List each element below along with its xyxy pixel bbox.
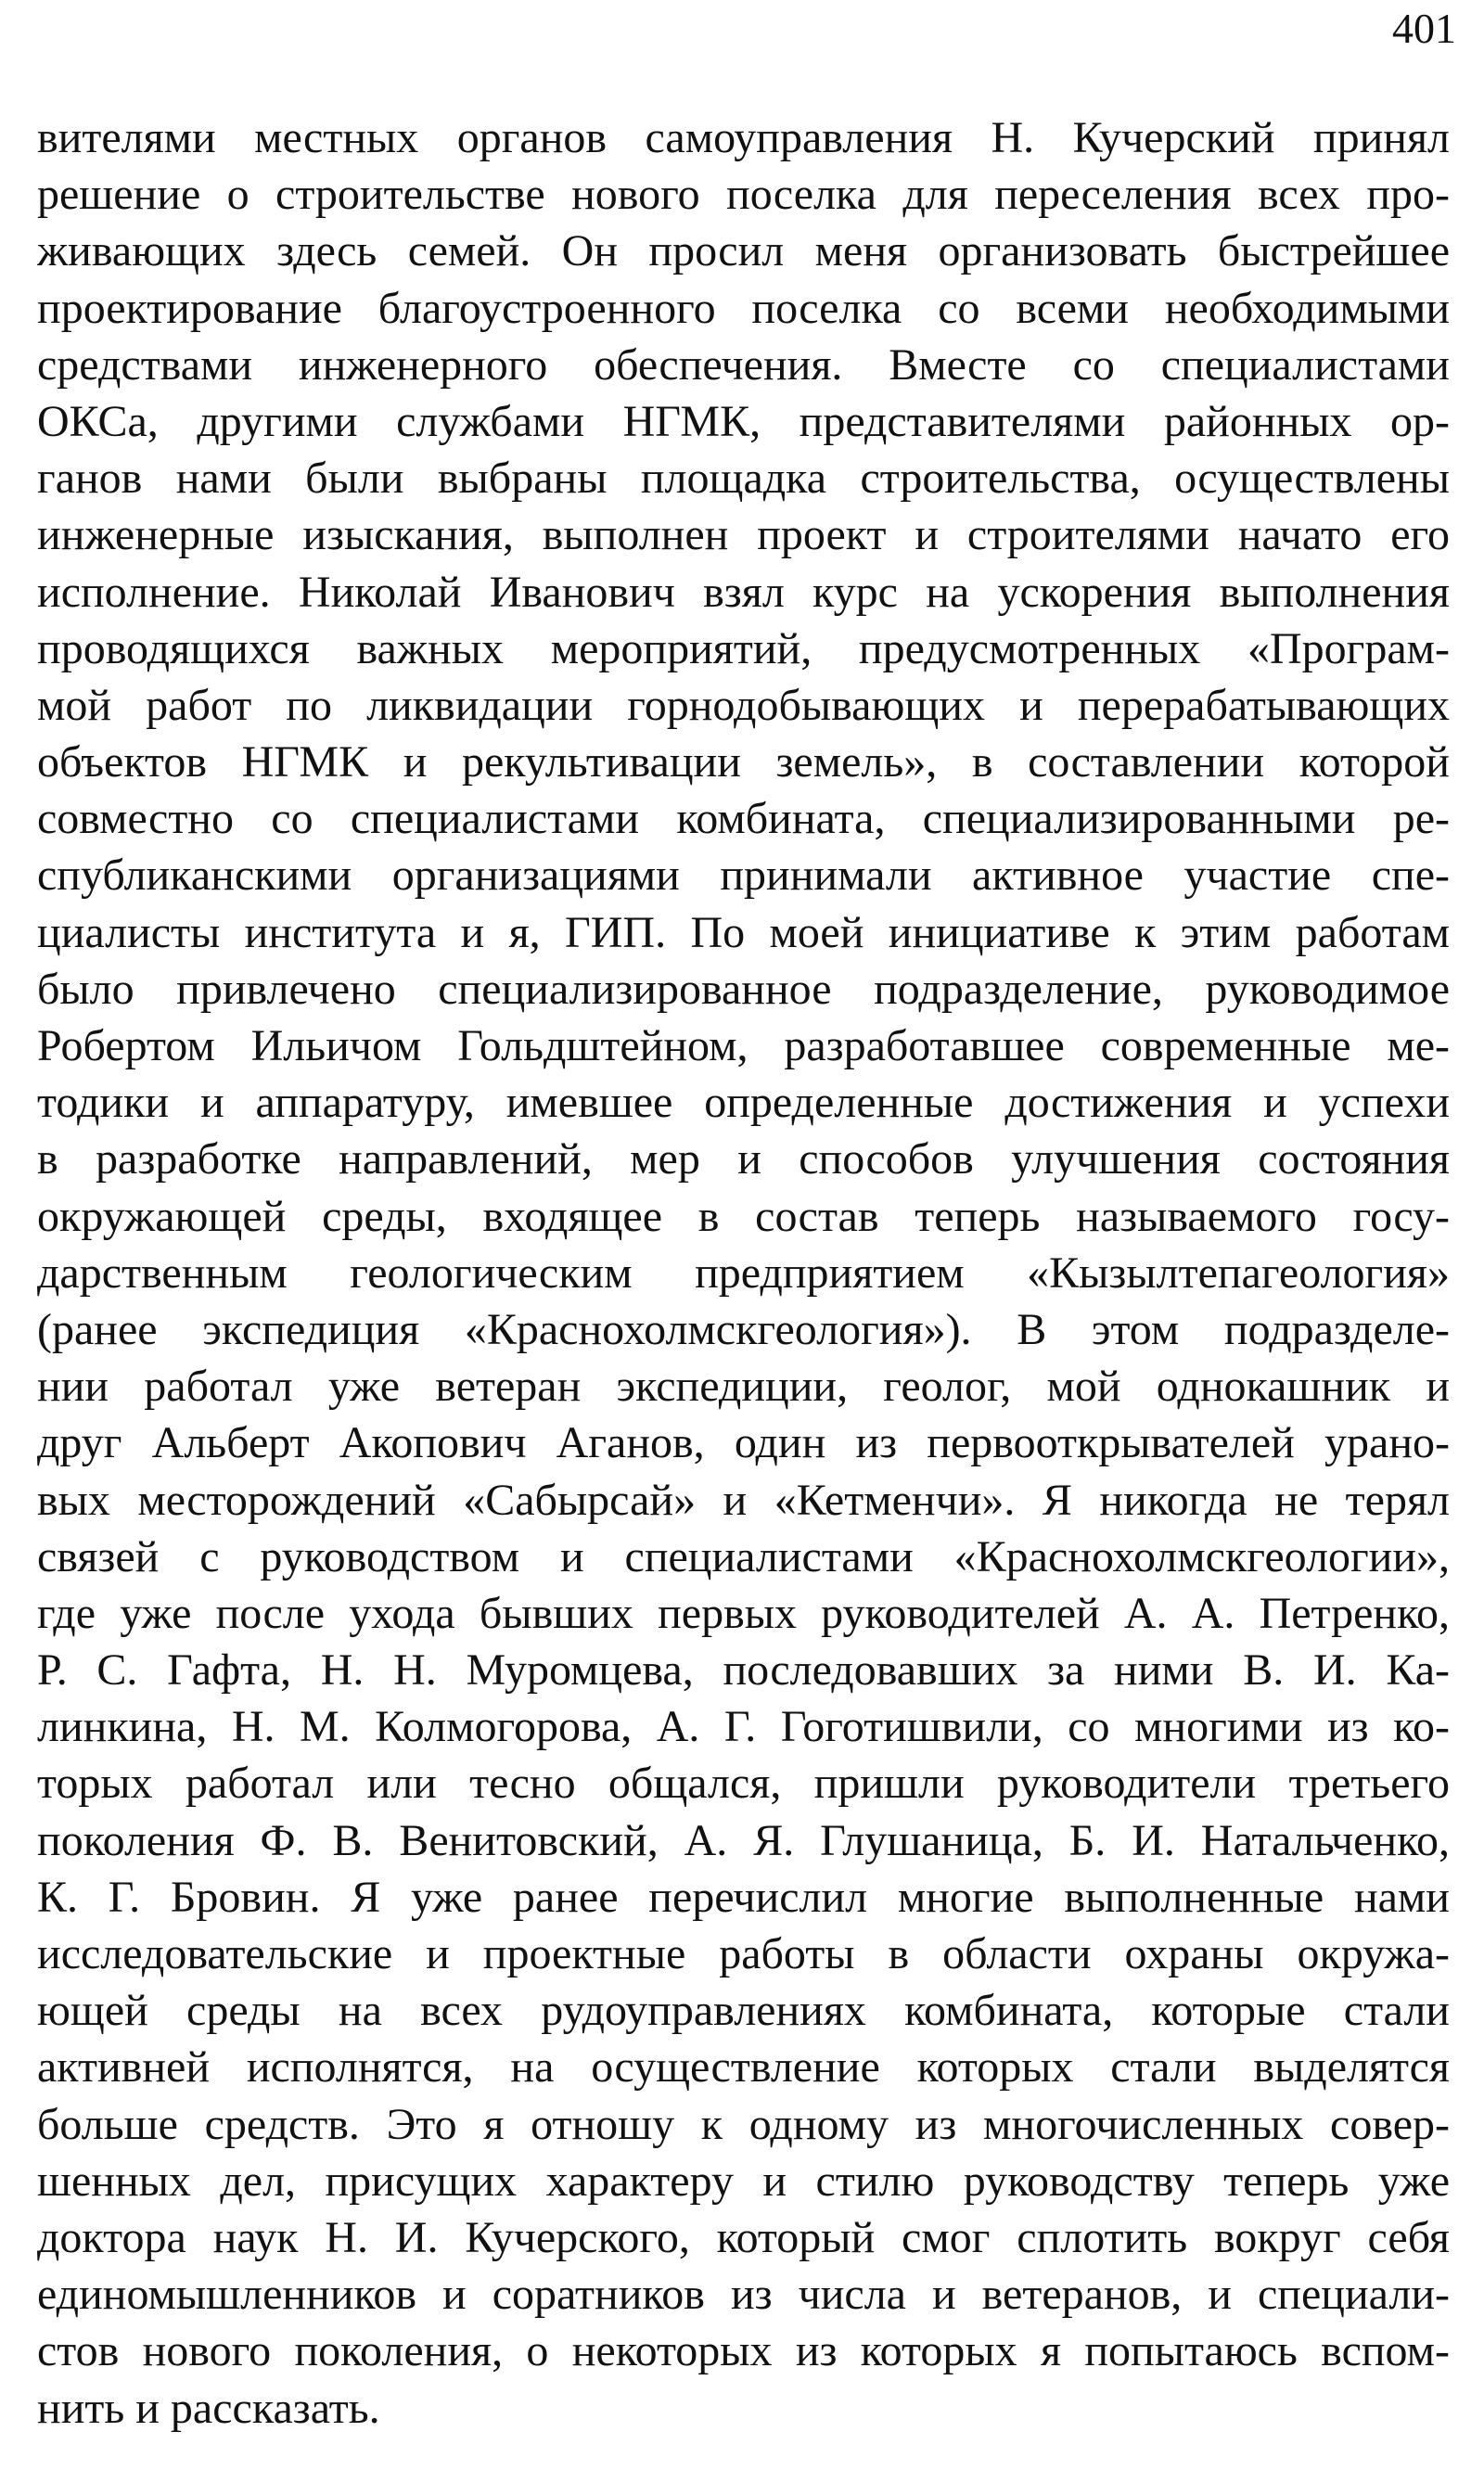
text-line: дарственным геологическим предприятием «Кызылтепагеология» [37, 1248, 1450, 1298]
text-line: стов нового поколения, о некоторых из которых я попытаюсь вспом- [37, 2326, 1450, 2376]
text-line: Р. С. Гафта, Н. Н. Муромцева, последовавших за ними В. И. Ка- [37, 1645, 1450, 1696]
text-line: ОКСа, другими службами НГМК, представителями районных ор- [37, 396, 1450, 446]
body-text [37, 109, 1450, 2437]
text-line: вых месторождений «Сабырсай» и «Кетменчи». Я никогда не терял [37, 1475, 1450, 1525]
text-line: вителями местных органов самоуправления Н. Кучерский принял [37, 113, 1450, 162]
text-line: нить и рассказать. [37, 2383, 380, 2433]
text-line: линкина, Н. М. Колмогорова, А. Г. Гоготишвили, со многими из ко- [37, 1702, 1450, 1752]
text-line: окружающей среды, входящее в состав теперь называемого госу- [37, 1191, 1450, 1241]
text-line: совместно со специалистами комбината, специализированными ре- [37, 794, 1450, 844]
page-number: 401 [1392, 5, 1456, 52]
text-line: циалисты института и я, ГИП. По моей инициативе к этим работам [37, 907, 1450, 957]
text-line: живающих здесь семей. Он просил меня организовать быстрейшее [37, 226, 1450, 276]
text-line: нии работал уже ветеран экспедиции, геолог, мой однокашник и [37, 1362, 1450, 1412]
text-line: К. Г. Бровин. Я уже ранее перечислил многие выполненные нами [37, 1872, 1450, 1922]
text-line: единомышленников и соратников из числа и ветеранов, и специали- [37, 2270, 1450, 2320]
text-line: проводящихся важных мероприятий, предусмотренных «Програм- [37, 623, 1450, 673]
text-line: объектов НГМК и рекультивации земель», в составлении которой [37, 737, 1450, 787]
text-line: друг Альберт Акопович Аганов, один из первооткрывателей урано- [37, 1418, 1450, 1468]
text-line: тодики и аппаратуру, имевшее определенные достижения и успехи [37, 1078, 1450, 1128]
text-line: проектирование благоустроенного поселка со всеми необходимыми [37, 283, 1450, 333]
text-line: торых работал или тесно общался, пришли руководители третьего [37, 1759, 1450, 1809]
text-line: больше средств. Это я отношу к одному из многочисленных совер- [37, 2099, 1450, 2149]
text-line: инженерные изыскания, выполнен проект и строителями начато его [37, 510, 1450, 560]
text-line: поколения Ф. В. Венитовский, А. Я. Глушаница, Б. И. Натальченко, [37, 1815, 1450, 1865]
text-line: ганов нами были выбраны площадка строительства, осуществлены [37, 454, 1450, 504]
text-line: исследовательские и проектные работы в области охраны окружа- [37, 1929, 1450, 1978]
text-line: связей с руководством и специалистами «Краснохолмскгеологии», [37, 1531, 1450, 1581]
text-line: исполнение. Николай Иванович взял курс на ускорения выполнения [37, 567, 1450, 617]
text-line: шенных дел, присущих характеру и стилю руководству теперь уже [37, 2156, 1450, 2206]
text-line: ющей среды на всех рудоуправлениях комбината, которые стали [37, 1986, 1450, 2036]
text-line: доктора наук Н. И. Кучерского, который смог сплотить вокруг себя [37, 2212, 1450, 2262]
text-line: спубликанскими организациями принимали активное участие спе- [37, 851, 1450, 901]
text-line: средствами инженерного обеспечения. Вместе со специалистами [37, 339, 1450, 390]
text-line: (ранее экспедиция «Краснохолмскгеология»). В этом подразделе- [37, 1304, 1450, 1354]
text-line: решение о строительстве нового поселка для переселения всех про- [37, 170, 1450, 220]
text-line: мой работ по ликвидации горнодобывающих и перерабатывающих [37, 680, 1450, 730]
text-line: было привлечено специализированное подразделение, руководимое [37, 964, 1450, 1014]
text-line: где уже после ухода бывших первых руководителей А. А. Петренко, [37, 1588, 1450, 1638]
text-line: в разработке направлений, мер и способов улучшения состояния [37, 1134, 1450, 1184]
text-line: активней исполнятся, на осуществление которых стали выделятся [37, 2042, 1450, 2093]
text-line: Робертом Ильичом Гольдштейном, разработавшее современные ме- [37, 1021, 1450, 1070]
